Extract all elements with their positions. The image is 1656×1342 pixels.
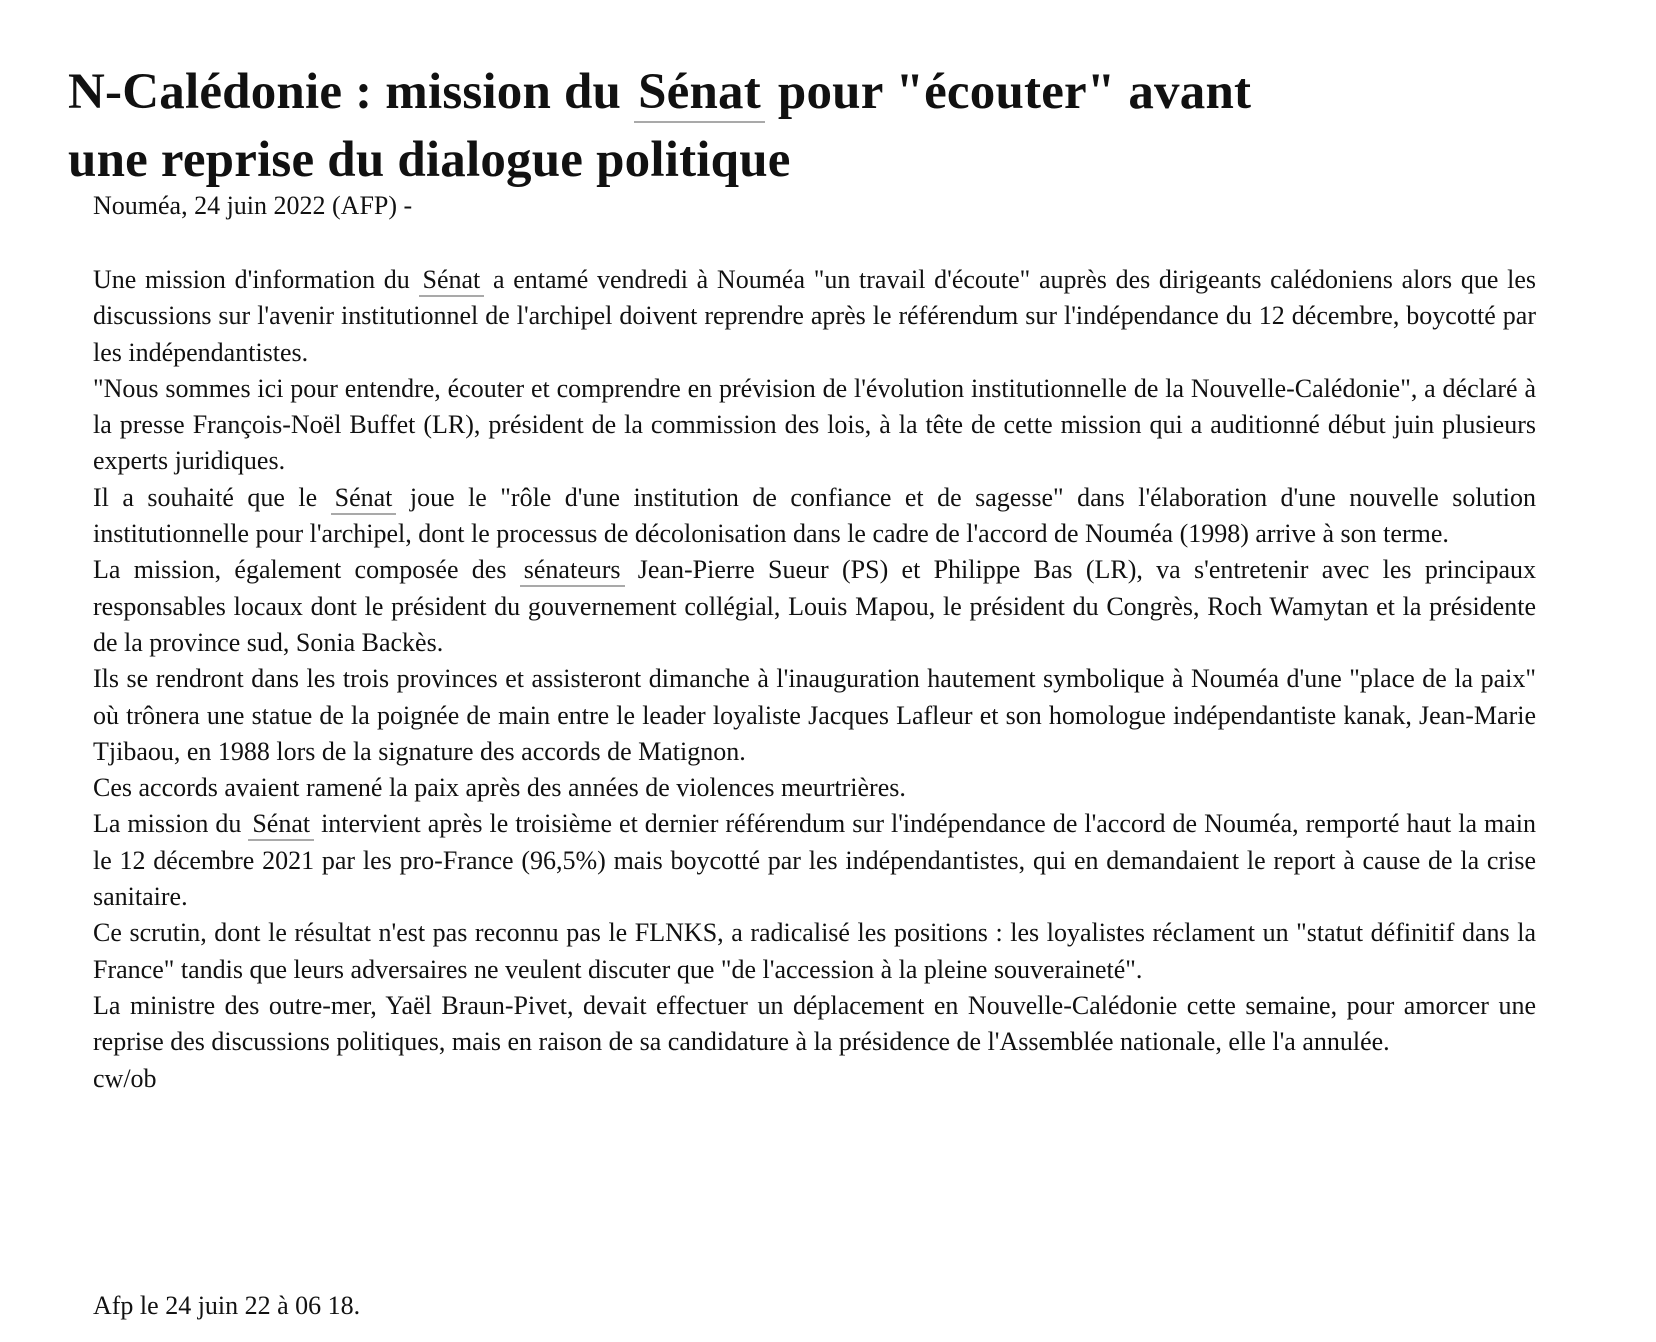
paragraph-4 bbox=[93, 552, 1536, 661]
highlight-senateurs: sénateurs bbox=[520, 555, 625, 587]
paragraph-7 bbox=[93, 806, 1536, 915]
footer-timestamp: Afp le 24 juin 22 à 06 18. bbox=[93, 1291, 361, 1320]
paragraph-3-end: joue le "rôle d'une institution de confiance et de sagesse" dans l'élaboration d'une nouvelle solution institutionnelle pour l'archipel, dont le processus de décolonisation dans le cadre de l'accord de Nouméa (1998) arrive à son terme. bbox=[93, 482, 1536, 549]
paragraph-3-start: Il a souhaité que le bbox=[93, 482, 331, 512]
paragraph-2: "Nous sommes ici pour entendre, écouter et comprendre en prévision de l'évolution institutionnelle de la Nouvelle-Calédonie", a déclaré à la presse François-Noël Buffet (LR), président de la commission des lois, à la tête de cette mission qui a auditionné début juin plusieurs experts juridiques. bbox=[93, 373, 1536, 476]
dateline: Nouméa, 24 juin 2022 (AFP) - bbox=[93, 191, 413, 220]
headline-highlight-senat: Sénat bbox=[634, 64, 765, 123]
paragraph-5: Ils se rendront dans les trois provinces et assisteront dimanche à l'inauguration hautement symbolique à Nouméa d'une "place de la paix" où trônera une statue de la poignée de main entre le leader loyaliste Jacques Lafleur et son homologue indépendantiste kanak, Jean-Marie Tjibaou, en 1988 lors de la signature des accords de Matignon. bbox=[93, 664, 1536, 766]
headline-line2: une reprise du dialogue politique bbox=[68, 132, 791, 188]
highlight-senat: Sénat bbox=[248, 809, 314, 841]
paragraph-8: Ce scrutin, dont le résultat n'est pas reconnu pas le FLNKS, a radicalisé les positions : les loyalistes réclament un "statut définitif dans la France" tandis que leurs adversaires ne veulent discuter que "de l'accession à la pleine souveraineté". bbox=[93, 918, 1536, 984]
headline-line1-end: pour "écouter" avant bbox=[764, 64, 1252, 120]
highlight-senat: Sénat bbox=[419, 265, 485, 297]
article-body bbox=[93, 262, 1536, 1097]
paragraph-7-end: intervient après le troisième et dernier référendum sur l'indépendance de l'accord de Nouméa, remporté haut la main le 12 décembre 2021 par les pro-France (96,5%) mais boycotté par les indépendantistes, qui en demandaient le report à cause de la crise sanitaire. bbox=[93, 809, 1536, 912]
paragraph-1-start: Une mission d'information du bbox=[93, 265, 419, 294]
paragraph-1-end: a entamé vendredi à Nouméa "un travail d'écoute" auprès des dirigeants calédoniens alors que les discussions sur l'avenir institutionnel de l'archipel doivent reprendre après le référendum sur l'indépendance du 12 décembre, boycotté par les indépendantistes. bbox=[93, 265, 1536, 367]
highlight-senat: Sénat bbox=[331, 483, 397, 515]
paragraph-7-start: La mission du bbox=[93, 809, 249, 839]
paragraph-1 bbox=[93, 262, 1536, 371]
paragraph-6: Ces accords avaient ramené la paix après des années de violences meurtrières. bbox=[93, 773, 906, 803]
paragraph-4-end: Jean-Pierre Sueur (PS) et Philippe Bas (LR), va s'entretenir avec les principaux responsables locaux dont le président du gouvernement collégial, Louis Mapou, le président du Congrès, Roch Wamytan et la présidente de la province sud, Sonia Backès. bbox=[93, 555, 1536, 657]
signoff: cw/ob bbox=[93, 1063, 157, 1093]
paragraph-4-start: La mission, également composée des bbox=[93, 555, 520, 585]
headline bbox=[68, 58, 1548, 194]
headline-line1-start: N-Calédonie : mission du bbox=[68, 64, 635, 120]
paragraph-3 bbox=[93, 480, 1536, 553]
paragraph-9: La ministre des outre-mer, Yaël Braun-Pivet, devait effectuer un déplacement en Nouvelle-Calédonie cette semaine, pour amorcer une reprise des discussions politiques, mais en raison de sa candidature à la présidence de l'Assemblée nationale, elle l'a annulée. bbox=[93, 990, 1536, 1057]
